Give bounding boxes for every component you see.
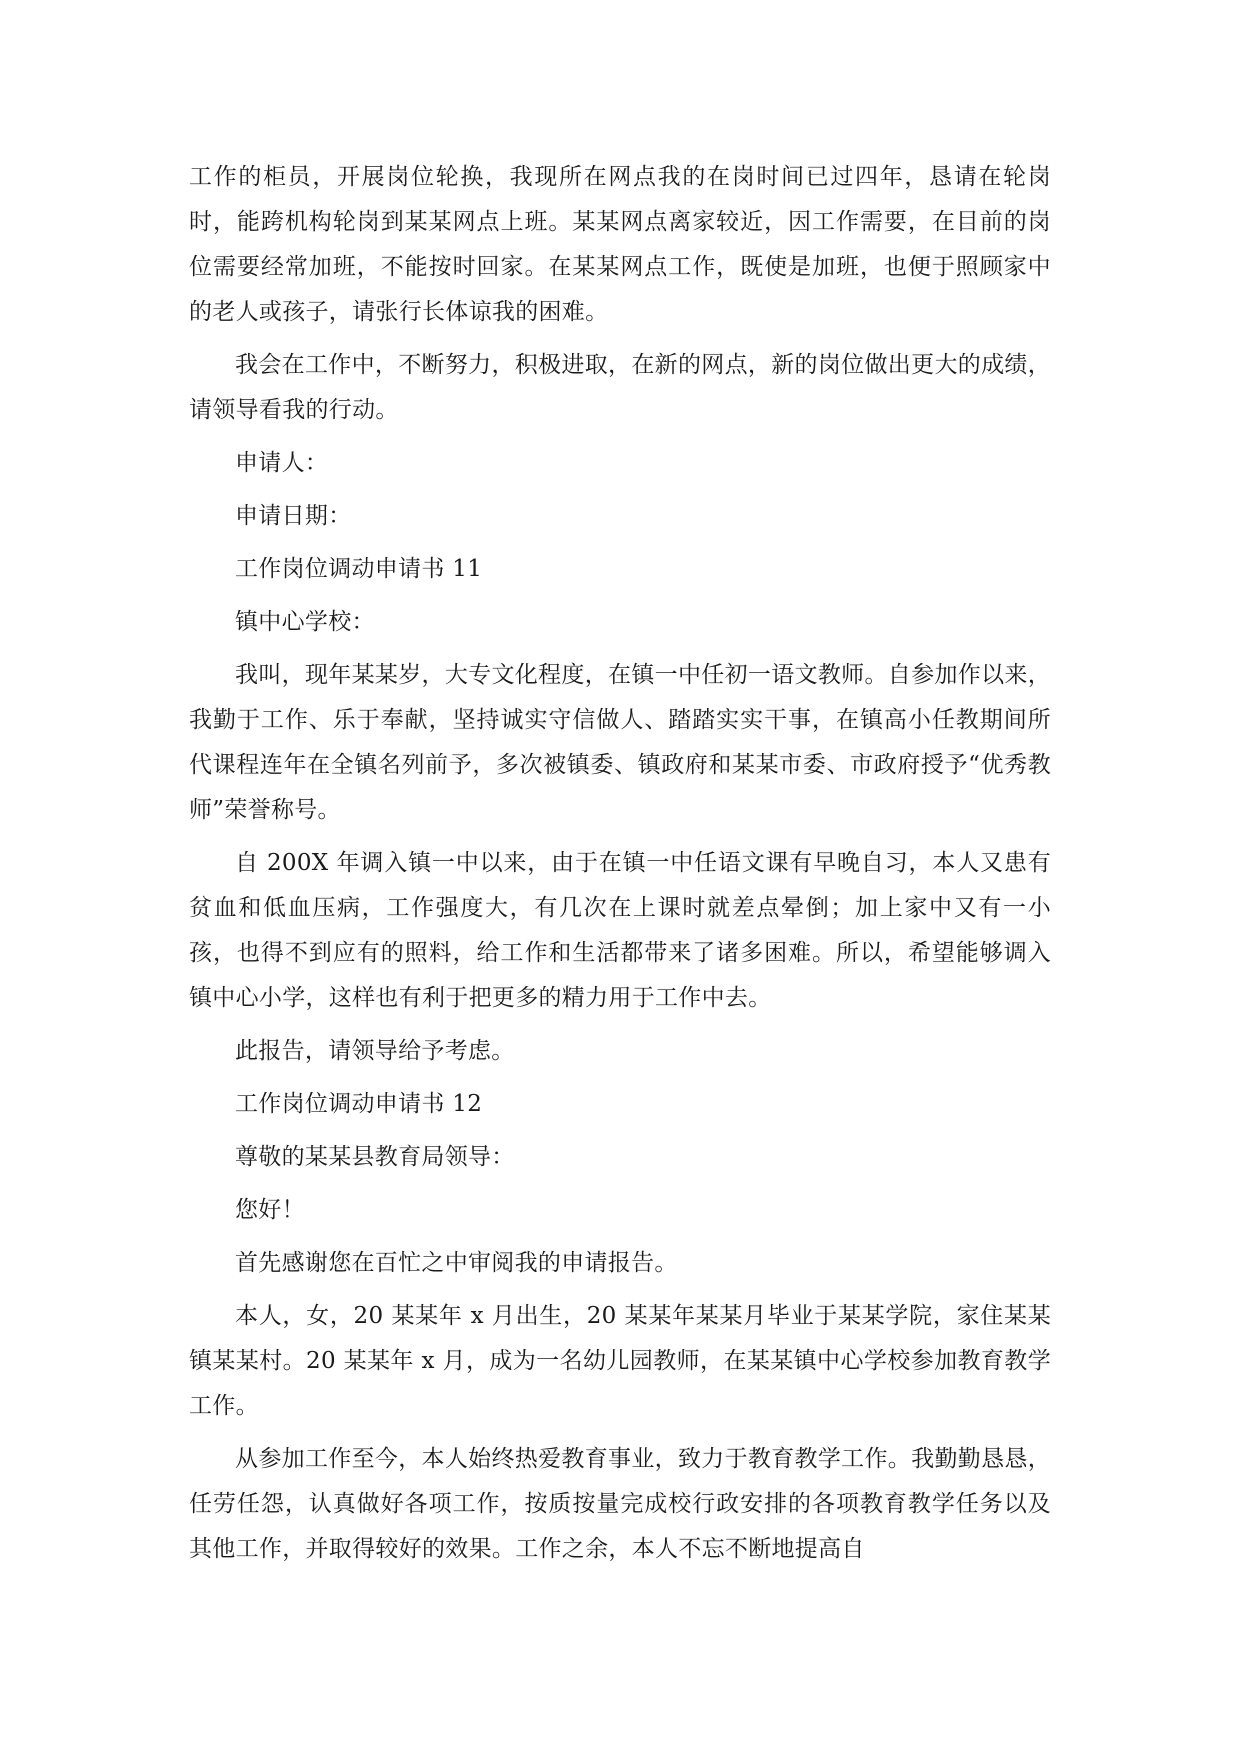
paragraph: 首先感谢您在百忙之中审阅我的申请报告。 [235,1250,678,1276]
document-body [189,155,1051,1580]
greeting: 您好！ [235,1197,305,1223]
section-title: 工作岗位调动申请书 12 [235,1091,483,1117]
application-date-line: 申请日期： [235,503,352,529]
closing-line: 此报告，请领导给予考虑。 [235,1038,515,1064]
section-title: 工作岗位调动申请书 11 [235,556,483,582]
paragraph: 从参加工作至今，本人始终热爱教育事业，致力于教育教学工作。我勤勤恳恳，任劳任怨，认真做好各项工作，按质按量完成校行政安排的各项教育教学任务以及其他工作，并取得较好的效果。工作之余，本人不忘不断地提高自 [189,1446,1051,1562]
paragraph: 工作的柜员，开展岗位轮换，我现所在网点我的在岗时间已过四年，恳请在轮岗时，能跨机构轮岗到某某网点上班。某某网点离家较近，因工作需要，在目前的岗位需要经常加班，不能按时回家。在某某网点工作，既使是加班，也便于照顾家中的老人或孩子，请张行长体谅我的困难。 [189,164,1051,325]
applicant-line: 申请人： [235,450,329,476]
paragraph: 我会在工作中，不断努力，积极进取，在新的网点，新的岗位做出更大的成绩，请领导看我的行动。 [189,352,1051,423]
salutation: 镇中心学校： [235,609,375,635]
salutation: 尊敬的某某县教育局领导： [235,1144,515,1170]
paragraph: 本人，女，20 某某年 x 月出生，20 某某年某某月毕业于某某学院，家住某某镇某某村。20 某某年 x 月，成为一名幼儿园教师，在某某镇中心学校参加教育教学工作。 [189,1303,1051,1419]
paragraph: 自 200X 年调入镇一中以来，由于在镇一中任语文课有早晚自习，本人又患有贫血和低血压病，工作强度大，有几次在上课时就差点晕倒；加上家中又有一小孩，也得不到应有的照料，给工作和生活都带来了诸多困难。所以，希望能够调入镇中心小学，这样也有利于把更多的精力用于工作中去。 [189,850,1051,1011]
paragraph: 我叫，现年某某岁，大专文化程度，在镇一中任初一语文教师。自参加作以来，我勤于工作、乐于奉献，坚持诚实守信做人、踏踏实实干事，在镇高小任教期间所代课程连年在全镇名列前予，多次被镇委、镇政府和某某市委、市政府授予“优秀教师”荣誉称号。 [189,662,1051,823]
